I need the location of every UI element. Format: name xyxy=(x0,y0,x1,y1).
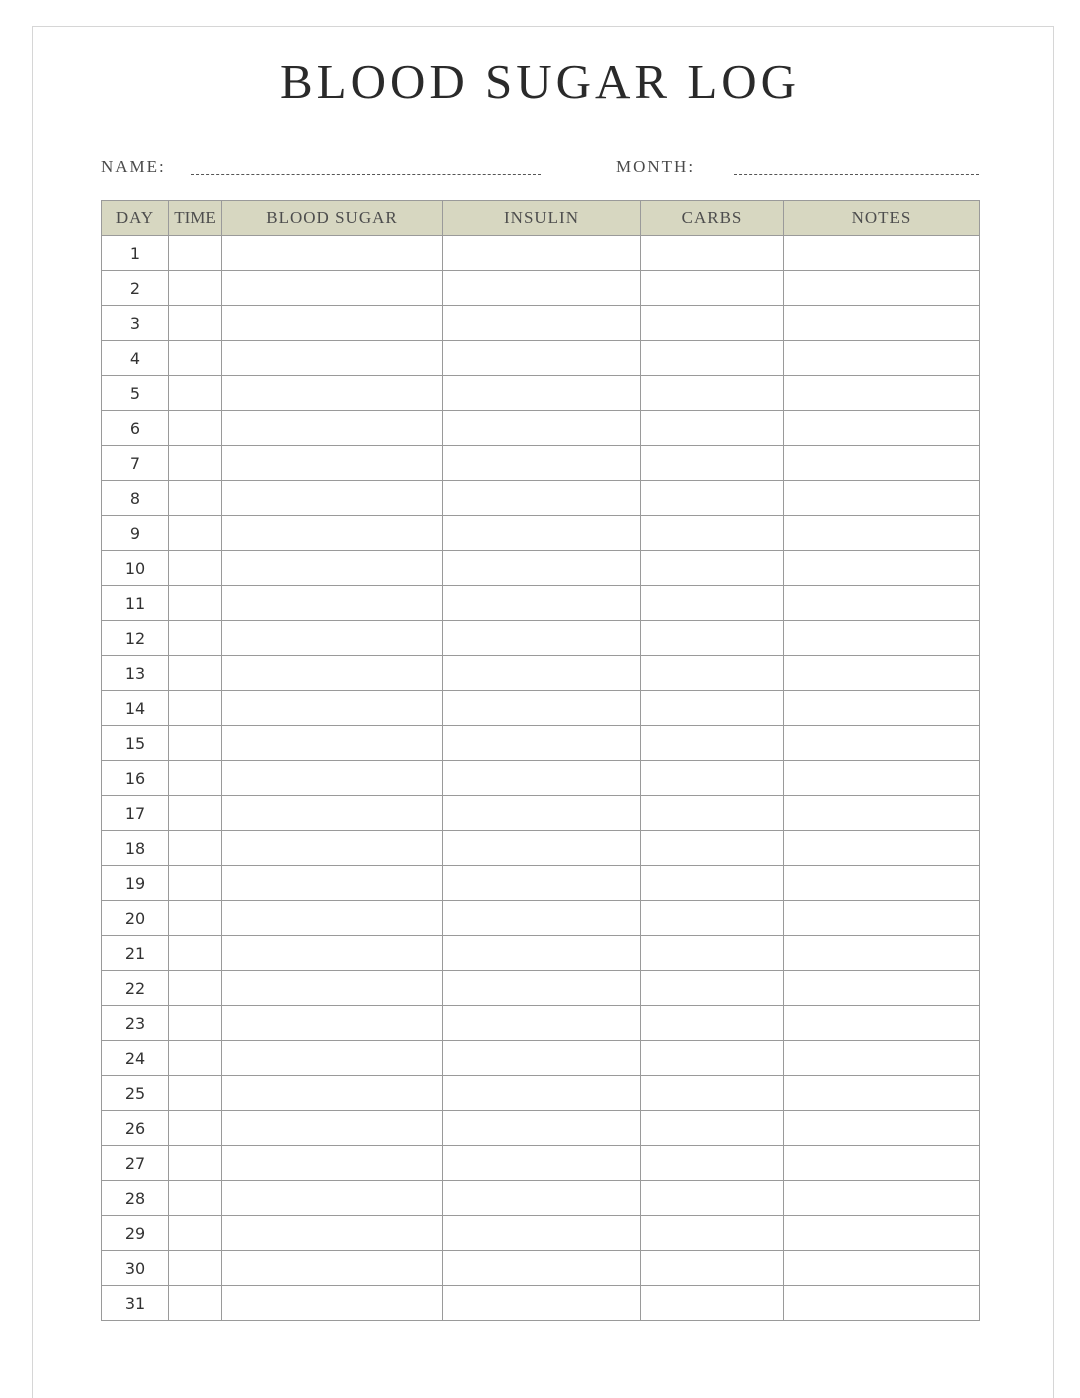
insulin-cell[interactable] xyxy=(443,376,641,411)
carbs-cell[interactable] xyxy=(641,306,784,341)
table-header-row xyxy=(102,201,980,236)
notes-cell[interactable] xyxy=(784,691,980,726)
table-row xyxy=(102,376,980,411)
carbs-cell[interactable] xyxy=(641,271,784,306)
blood-sugar-cell[interactable] xyxy=(222,551,443,586)
blood-sugar-cell[interactable] xyxy=(222,1041,443,1076)
insulin-cell[interactable] xyxy=(443,1111,641,1146)
notes-cell[interactable] xyxy=(784,411,980,446)
insulin-cell[interactable] xyxy=(443,936,641,971)
notes-cell[interactable] xyxy=(784,901,980,936)
time-cell[interactable] xyxy=(169,1216,222,1251)
day-number: 21 xyxy=(102,936,169,971)
carbs-cell[interactable] xyxy=(641,586,784,621)
time-cell[interactable] xyxy=(169,761,222,796)
notes-cell[interactable] xyxy=(784,1111,980,1146)
blood-sugar-cell[interactable] xyxy=(222,1286,443,1321)
notes-cell[interactable] xyxy=(784,481,980,516)
table-row xyxy=(102,901,980,936)
blood-sugar-cell[interactable] xyxy=(222,341,443,376)
time-cell[interactable] xyxy=(169,971,222,1006)
time-cell[interactable] xyxy=(169,901,222,936)
day-number: 6 xyxy=(102,411,169,446)
table-row xyxy=(102,971,980,1006)
insulin-cell[interactable] xyxy=(443,1286,641,1321)
column-header-time: TIME xyxy=(169,201,222,236)
carbs-cell[interactable] xyxy=(641,516,784,551)
table-row xyxy=(102,586,980,621)
insulin-cell[interactable] xyxy=(443,621,641,656)
notes-cell[interactable] xyxy=(784,936,980,971)
time-cell[interactable] xyxy=(169,306,222,341)
carbs-cell[interactable] xyxy=(641,236,784,271)
day-number: 11 xyxy=(102,586,169,621)
table-row xyxy=(102,936,980,971)
notes-cell[interactable] xyxy=(784,1076,980,1111)
day-number: 14 xyxy=(102,691,169,726)
time-cell[interactable] xyxy=(169,1181,222,1216)
notes-cell[interactable] xyxy=(784,1286,980,1321)
insulin-cell[interactable] xyxy=(443,481,641,516)
insulin-cell[interactable] xyxy=(443,971,641,1006)
time-cell[interactable] xyxy=(169,936,222,971)
time-cell[interactable] xyxy=(169,796,222,831)
day-number: 15 xyxy=(102,726,169,761)
insulin-cell[interactable] xyxy=(443,446,641,481)
notes-cell[interactable] xyxy=(784,866,980,901)
notes-cell[interactable] xyxy=(784,306,980,341)
table-row xyxy=(102,656,980,691)
insulin-cell[interactable] xyxy=(443,586,641,621)
blood-sugar-cell[interactable] xyxy=(222,866,443,901)
time-cell[interactable] xyxy=(169,1286,222,1321)
time-cell[interactable] xyxy=(169,341,222,376)
insulin-cell[interactable] xyxy=(443,761,641,796)
blood-sugar-cell[interactable] xyxy=(222,1216,443,1251)
blood-sugar-cell[interactable] xyxy=(222,306,443,341)
table-row xyxy=(102,306,980,341)
time-cell[interactable] xyxy=(169,1076,222,1111)
blood-sugar-cell[interactable] xyxy=(222,1111,443,1146)
notes-cell[interactable] xyxy=(784,656,980,691)
table-row xyxy=(102,1006,980,1041)
month-label: MONTH: xyxy=(616,157,696,176)
day-number: 9 xyxy=(102,516,169,551)
insulin-cell[interactable] xyxy=(443,236,641,271)
carbs-cell[interactable] xyxy=(641,656,784,691)
day-number: 23 xyxy=(102,1006,169,1041)
carbs-cell[interactable] xyxy=(641,1076,784,1111)
notes-cell[interactable] xyxy=(784,621,980,656)
time-cell[interactable] xyxy=(169,726,222,761)
day-number: 27 xyxy=(102,1146,169,1181)
table-row xyxy=(102,446,980,481)
carbs-cell[interactable] xyxy=(641,901,784,936)
table-row xyxy=(102,621,980,656)
blood-sugar-table xyxy=(101,200,980,1321)
day-number: 10 xyxy=(102,551,169,586)
insulin-cell[interactable] xyxy=(443,1146,641,1181)
carbs-cell[interactable] xyxy=(641,866,784,901)
day-number: 12 xyxy=(102,621,169,656)
blood-sugar-cell[interactable] xyxy=(222,411,443,446)
table-row xyxy=(102,1041,980,1076)
carbs-cell[interactable] xyxy=(641,1286,784,1321)
carbs-cell[interactable] xyxy=(641,1251,784,1286)
blood-sugar-cell[interactable] xyxy=(222,691,443,726)
carbs-cell[interactable] xyxy=(641,1216,784,1251)
insulin-cell[interactable] xyxy=(443,306,641,341)
insulin-cell[interactable] xyxy=(443,551,641,586)
notes-cell[interactable] xyxy=(784,1146,980,1181)
time-cell[interactable] xyxy=(169,481,222,516)
page-title: BLOOD SUGAR LOG xyxy=(279,54,801,109)
day-number: 22 xyxy=(102,971,169,1006)
insulin-cell[interactable] xyxy=(443,1181,641,1216)
notes-cell[interactable] xyxy=(784,1216,980,1251)
time-cell[interactable] xyxy=(169,586,222,621)
notes-cell[interactable] xyxy=(784,551,980,586)
carbs-cell[interactable] xyxy=(641,1181,784,1216)
time-cell[interactable] xyxy=(169,1006,222,1041)
notes-cell[interactable] xyxy=(784,831,980,866)
carbs-cell[interactable] xyxy=(641,691,784,726)
carbs-cell[interactable] xyxy=(641,621,784,656)
insulin-cell[interactable] xyxy=(443,1216,641,1251)
blood-sugar-cell[interactable] xyxy=(222,621,443,656)
time-cell[interactable] xyxy=(169,621,222,656)
carbs-cell[interactable] xyxy=(641,376,784,411)
time-cell[interactable] xyxy=(169,1041,222,1076)
day-number: 16 xyxy=(102,761,169,796)
carbs-cell[interactable] xyxy=(641,1006,784,1041)
insulin-cell[interactable] xyxy=(443,656,641,691)
notes-cell[interactable] xyxy=(784,516,980,551)
day-number: 13 xyxy=(102,656,169,691)
notes-cell[interactable] xyxy=(784,271,980,306)
day-number: 18 xyxy=(102,831,169,866)
notes-cell[interactable] xyxy=(784,1041,980,1076)
blood-sugar-cell[interactable] xyxy=(222,901,443,936)
day-number: 29 xyxy=(102,1216,169,1251)
carbs-cell[interactable] xyxy=(641,481,784,516)
carbs-cell[interactable] xyxy=(641,831,784,866)
blood-sugar-cell[interactable] xyxy=(222,761,443,796)
column-header-insulin: INSULIN xyxy=(443,201,641,236)
day-number: 4 xyxy=(102,341,169,376)
month-field[interactable] xyxy=(734,174,979,175)
time-cell[interactable] xyxy=(169,551,222,586)
table-body xyxy=(102,236,980,1321)
column-header-notes: NOTES xyxy=(784,201,980,236)
carbs-cell[interactable] xyxy=(641,551,784,586)
insulin-cell[interactable] xyxy=(443,1251,641,1286)
blood-sugar-cell[interactable] xyxy=(222,936,443,971)
time-cell[interactable] xyxy=(169,376,222,411)
blood-sugar-cell[interactable] xyxy=(222,971,443,1006)
blood-sugar-cell[interactable] xyxy=(222,446,443,481)
blood-sugar-cell[interactable] xyxy=(222,831,443,866)
notes-cell[interactable] xyxy=(784,1181,980,1216)
insulin-cell[interactable] xyxy=(443,1076,641,1111)
blood-sugar-cell[interactable] xyxy=(222,656,443,691)
time-cell[interactable] xyxy=(169,516,222,551)
day-number: 30 xyxy=(102,1251,169,1286)
column-header-carbs: CARBS xyxy=(641,201,784,236)
table-row xyxy=(102,866,980,901)
table-row xyxy=(102,1146,980,1181)
blood-sugar-cell[interactable] xyxy=(222,726,443,761)
column-header-day: DAY xyxy=(102,201,169,236)
blood-sugar-cell[interactable] xyxy=(222,236,443,271)
insulin-cell[interactable] xyxy=(443,831,641,866)
blood-sugar-cell[interactable] xyxy=(222,1251,443,1286)
notes-cell[interactable] xyxy=(784,971,980,1006)
notes-cell[interactable] xyxy=(784,726,980,761)
notes-cell[interactable] xyxy=(784,341,980,376)
time-cell[interactable] xyxy=(169,236,222,271)
day-number: 17 xyxy=(102,796,169,831)
table-row xyxy=(102,411,980,446)
day-number: 19 xyxy=(102,866,169,901)
day-number: 7 xyxy=(102,446,169,481)
blood-sugar-cell[interactable] xyxy=(222,1006,443,1041)
day-number: 28 xyxy=(102,1181,169,1216)
table-row xyxy=(102,726,980,761)
table-row xyxy=(102,1286,980,1321)
insulin-cell[interactable] xyxy=(443,796,641,831)
table-row xyxy=(102,796,980,831)
day-number: 2 xyxy=(102,271,169,306)
notes-cell[interactable] xyxy=(784,376,980,411)
carbs-cell[interactable] xyxy=(641,341,784,376)
name-field[interactable] xyxy=(191,174,541,175)
table-row xyxy=(102,551,980,586)
blood-sugar-cell[interactable] xyxy=(222,796,443,831)
time-cell[interactable] xyxy=(169,831,222,866)
time-cell[interactable] xyxy=(169,1146,222,1181)
table-row xyxy=(102,691,980,726)
insulin-cell[interactable] xyxy=(443,901,641,936)
time-cell[interactable] xyxy=(169,866,222,901)
time-cell[interactable] xyxy=(169,1111,222,1146)
insulin-cell[interactable] xyxy=(443,411,641,446)
insulin-cell[interactable] xyxy=(443,1006,641,1041)
insulin-cell[interactable] xyxy=(443,516,641,551)
time-cell[interactable] xyxy=(169,656,222,691)
blood-sugar-cell[interactable] xyxy=(222,481,443,516)
day-number: 5 xyxy=(102,376,169,411)
carbs-cell[interactable] xyxy=(641,1146,784,1181)
notes-cell[interactable] xyxy=(784,1006,980,1041)
blood-sugar-cell[interactable] xyxy=(222,516,443,551)
column-header-blood-sugar: BLOOD SUGAR xyxy=(222,201,443,236)
insulin-cell[interactable] xyxy=(443,271,641,306)
day-number: 31 xyxy=(102,1286,169,1321)
blood-sugar-cell[interactable] xyxy=(222,376,443,411)
day-number: 26 xyxy=(102,1111,169,1146)
time-cell[interactable] xyxy=(169,271,222,306)
carbs-cell[interactable] xyxy=(641,411,784,446)
day-number: 3 xyxy=(102,306,169,341)
table-row xyxy=(102,1076,980,1111)
name-label: NAME: xyxy=(101,157,166,176)
table-row xyxy=(102,1251,980,1286)
notes-cell[interactable] xyxy=(784,761,980,796)
carbs-cell[interactable] xyxy=(641,971,784,1006)
time-cell[interactable] xyxy=(169,691,222,726)
table-row xyxy=(102,761,980,796)
blood-sugar-cell[interactable] xyxy=(222,271,443,306)
day-number: 20 xyxy=(102,901,169,936)
notes-cell[interactable] xyxy=(784,586,980,621)
blood-sugar-cell[interactable] xyxy=(222,1146,443,1181)
table-row xyxy=(102,341,980,376)
table-row xyxy=(102,236,980,271)
time-cell[interactable] xyxy=(169,1251,222,1286)
blood-sugar-cell[interactable] xyxy=(222,1076,443,1111)
insulin-cell[interactable] xyxy=(443,1041,641,1076)
carbs-cell[interactable] xyxy=(641,1111,784,1146)
insulin-cell[interactable] xyxy=(443,341,641,376)
blood-sugar-cell[interactable] xyxy=(222,1181,443,1216)
notes-cell[interactable] xyxy=(784,236,980,271)
table-row xyxy=(102,271,980,306)
carbs-cell[interactable] xyxy=(641,446,784,481)
table-row xyxy=(102,831,980,866)
carbs-cell[interactable] xyxy=(641,936,784,971)
insulin-cell[interactable] xyxy=(443,691,641,726)
notes-cell[interactable] xyxy=(784,796,980,831)
time-cell[interactable] xyxy=(169,411,222,446)
carbs-cell[interactable] xyxy=(641,726,784,761)
table-row xyxy=(102,481,980,516)
notes-cell[interactable] xyxy=(784,446,980,481)
day-number: 1 xyxy=(102,236,169,271)
insulin-cell[interactable] xyxy=(443,726,641,761)
table-row xyxy=(102,516,980,551)
carbs-cell[interactable] xyxy=(641,761,784,796)
carbs-cell[interactable] xyxy=(641,1041,784,1076)
time-cell[interactable] xyxy=(169,446,222,481)
table-row xyxy=(102,1216,980,1251)
day-number: 8 xyxy=(102,481,169,516)
carbs-cell[interactable] xyxy=(641,796,784,831)
table-row xyxy=(102,1181,980,1216)
table-row xyxy=(102,1111,980,1146)
notes-cell[interactable] xyxy=(784,1251,980,1286)
day-number: 25 xyxy=(102,1076,169,1111)
insulin-cell[interactable] xyxy=(443,866,641,901)
blood-sugar-cell[interactable] xyxy=(222,586,443,621)
day-number: 24 xyxy=(102,1041,169,1076)
